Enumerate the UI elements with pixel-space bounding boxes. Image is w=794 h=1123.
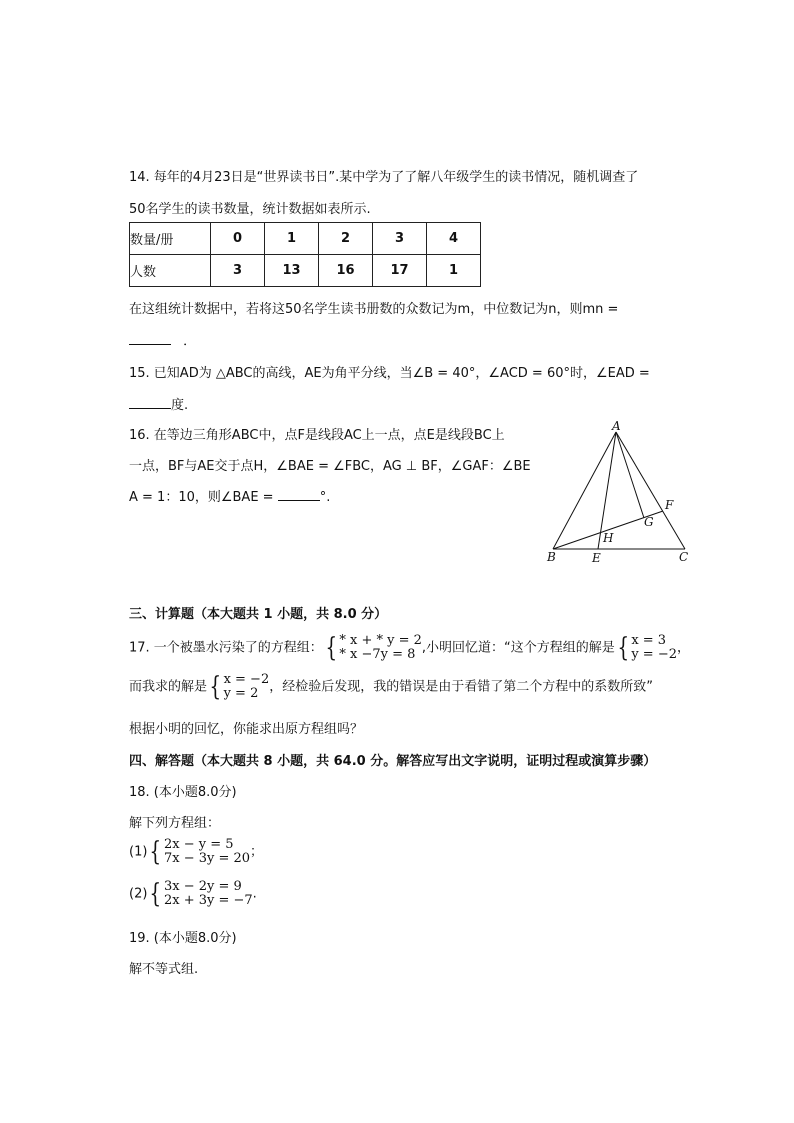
- label-g: G: [644, 515, 654, 529]
- solution-system: { x = 3 y = −2: [617, 633, 677, 663]
- label-f: F: [665, 498, 674, 512]
- q16-line2: 一点，BF与AE交于点H，∠BAE = ∠FBC，AG ⊥ BF，∠GAF：∠BE: [129, 459, 531, 474]
- q16-line1: 16. 在等边三角形ABC中，点F是线段AC上一点，点E是线段BC上: [129, 428, 505, 443]
- triangle-figure: [540, 418, 710, 570]
- table-cell: 4: [427, 223, 481, 255]
- segment-ac: [616, 432, 685, 549]
- section3-title: 三、计算题（本大题共 1 小题，共 8.0 分）: [129, 607, 388, 622]
- q17-line1: [129, 634, 690, 662]
- label-h: H: [603, 531, 614, 545]
- equation: * x + * y = 2: [339, 633, 422, 648]
- label-c: C: [679, 550, 689, 564]
- q18-part2: [129, 880, 257, 908]
- q18-instruction: 解下列方程组：: [129, 816, 221, 831]
- q14-line2: 50名学生的读书数量，统计数据如表所示.: [129, 202, 371, 217]
- table-header-cell: 数量/册: [130, 223, 211, 255]
- stats-table: [129, 222, 481, 287]
- segment-ag: [616, 432, 644, 518]
- q14-line4-end: ．: [183, 334, 197, 349]
- q17-line3: 根据小明的回忆，你能求出原方程组吗？: [129, 722, 364, 737]
- section4-title: 四、解答题（本大题共 8 小题，共 64.0 分。解答应写出文字说明，证明过程或演算步骤）: [129, 754, 657, 769]
- q15-line1: 15. 已知AD为 △ABC的高线，AE为角平分线，当∠B = 40°，∠ACD = 60°时，∠EAD =: [129, 366, 650, 381]
- table-cell: 3: [373, 223, 427, 255]
- q18-part1: [129, 838, 263, 866]
- q15-line2-end: 度.: [171, 398, 189, 413]
- equation-system: { * x + * y = 2 * x −7y = 8: [325, 633, 422, 663]
- q16-line3-end: °.: [319, 490, 331, 505]
- label-e: E: [592, 551, 601, 565]
- q19-heading: 19. (本小题8.0分): [129, 931, 237, 946]
- part-end: ；: [250, 844, 264, 860]
- q15-line2: [129, 394, 188, 413]
- q17-prefix: 17. 一个被墨水污染了的方程组：: [129, 640, 323, 656]
- equation: y = 2: [223, 686, 259, 701]
- table-cell: 0: [211, 223, 265, 255]
- equation: 3x − 2y = 9: [163, 879, 242, 894]
- answer-blank: [278, 488, 320, 501]
- equation: x = 3: [631, 633, 667, 648]
- table-header-cell: 人数: [130, 255, 211, 287]
- wrong-solution-system: { x = −2 y = 2: [209, 672, 270, 702]
- table-row: [130, 223, 481, 255]
- table-cell: 17: [373, 255, 427, 287]
- equation: * x −7y = 8: [339, 647, 416, 662]
- q17-line2-prefix: 而我求的解是: [129, 679, 208, 695]
- answer-blank: [129, 332, 171, 345]
- table-cell: 13: [265, 255, 319, 287]
- q16-line3-start: A = 1：10，则∠BAE =: [129, 490, 274, 505]
- equation-system: { 3x − 2y = 9 2x + 3y = −7: [149, 879, 253, 909]
- table-cell: 3: [211, 255, 265, 287]
- q17-mid: ,小明回忆道：“这个方程组的解是: [421, 640, 615, 656]
- table-cell: 1: [427, 255, 481, 287]
- table-cell: 16: [319, 255, 373, 287]
- part-label: (2): [129, 886, 148, 902]
- table-row: [130, 255, 481, 287]
- equation: 2x − y = 5: [163, 837, 234, 852]
- q14-line3: 在这组统计数据中，若将这50名学生读书册数的众数记为m，中位数记为n，则mn =: [129, 302, 619, 317]
- q19-instruction: 解不等式组.: [129, 962, 199, 977]
- q14-line1: 14. 每年的4月23日是“世界读书日”.某中学为了了解八年级学生的读书情况，随机调查了: [129, 170, 639, 185]
- table-cell: 1: [265, 223, 319, 255]
- equation: 7x − 3y = 20: [163, 851, 251, 866]
- equation: 2x + 3y = −7: [163, 893, 253, 908]
- q18-heading: 18. (本小题8.0分): [129, 785, 237, 800]
- q17-line2: [129, 673, 653, 701]
- equation-system: { 2x − y = 5 7x − 3y = 20: [149, 837, 251, 867]
- part-end: .: [252, 886, 257, 902]
- part-label: (1): [129, 844, 148, 860]
- q17-line2-rest: ，经检验后发现，我的错误是由于看错了第二个方程中的系数所致”: [269, 679, 653, 695]
- q17-tail: ，: [676, 640, 690, 656]
- label-a: A: [612, 419, 621, 433]
- equation: y = −2: [631, 647, 677, 662]
- answer-blank: [129, 396, 171, 409]
- equation: x = −2: [223, 672, 270, 687]
- q16-line3: [129, 486, 330, 505]
- label-b: B: [547, 550, 556, 564]
- q14-line4: [129, 330, 196, 349]
- table-cell: 2: [319, 223, 373, 255]
